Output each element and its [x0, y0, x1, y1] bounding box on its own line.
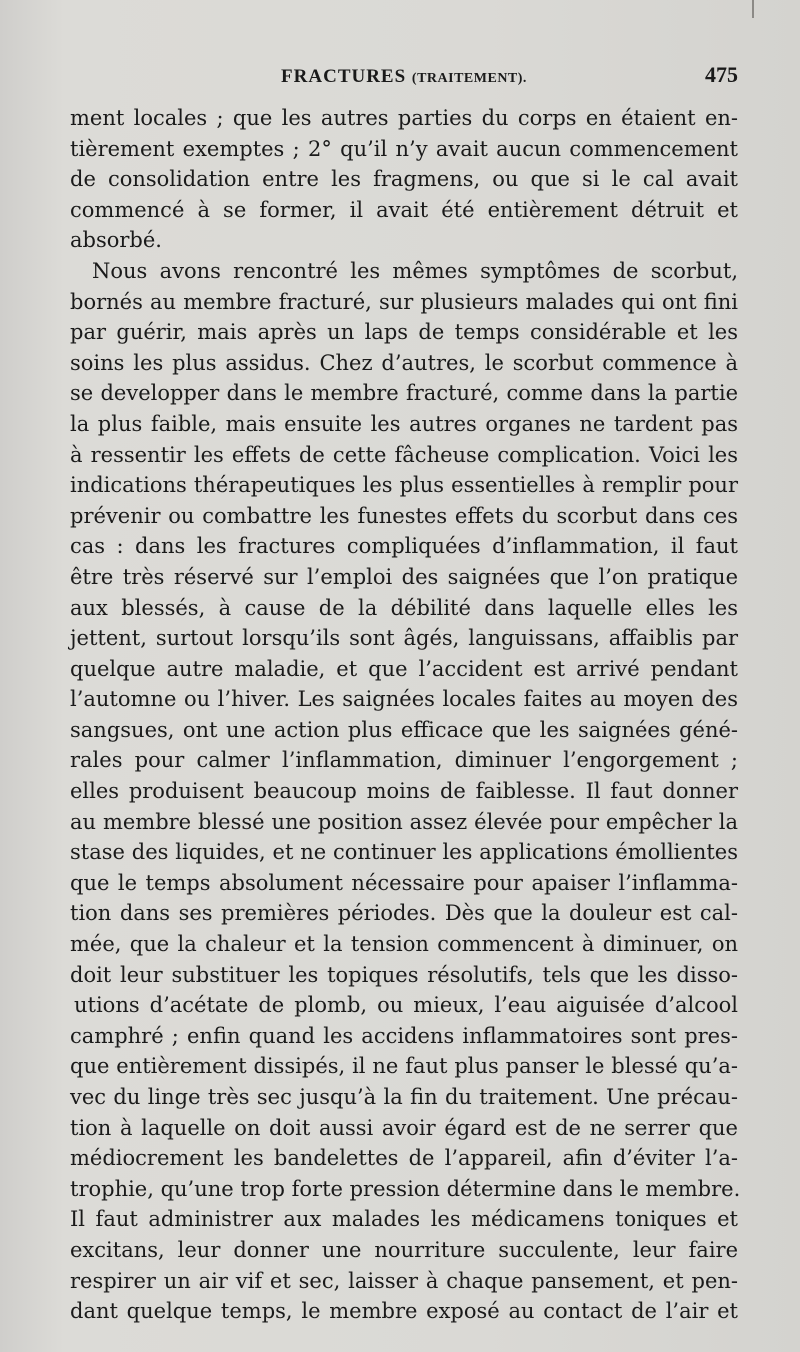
- text-line: tion dans ses premières périodes. Dès que la douleur est cal-: [70, 901, 738, 926]
- text-line: trophie, qu’une trop forte pression détermine dans le membre.: [70, 1176, 741, 1201]
- text-line: tièrement exemptes ; 2° qu’il n’y avait aucun commencement: [70, 136, 738, 161]
- text-line: sangsues, ont une action plus efficace que les saignées géné-: [70, 717, 738, 742]
- text-line: elles produisent beaucoup moins de faiblesse. Il faut donner: [70, 779, 738, 804]
- text-line: ment locales ; que les autres parties du corps en étaient en-: [70, 106, 738, 130]
- text-line: dant quelque temps, le membre exposé au contact de l’air et: [70, 1299, 738, 1324]
- text-line: indications thérapeutiques les plus essentielles à remplir pour: [70, 473, 738, 498]
- text-line: prévenir ou combattre les funestes effets du scorbut dans ces: [70, 503, 738, 528]
- text-line: médiocrement les bandelettes de l’appareil, afin d’éviter l’a-: [70, 1146, 738, 1171]
- text-line: la plus faible, mais ensuite les autres organes ne tardent pas: [70, 411, 738, 436]
- text-line: que entièrement dissipés, il ne faut plus panser le blessé qu’a-: [70, 1054, 738, 1079]
- text-line: vec du linge très sec jusqu’à la fin du traitement. Une précau-: [70, 1085, 738, 1109]
- text-line: respirer un air vif et sec, laisser à chaque pansement, et pen-: [70, 1268, 738, 1293]
- text-line: tion à laquelle on doit aussi avoir égard est de ne serrer que: [70, 1115, 738, 1140]
- running-head-title: FRACTURES: [281, 66, 407, 87]
- text-line: camphré ; enfin quand les accidens inflammatoires sont pres-: [70, 1023, 738, 1048]
- text-line: Nous avons rencontré les mêmes symptômes de scorbut,: [92, 258, 738, 283]
- text-line: bornés au membre fracturé, sur plusieurs malades qui ont fini: [70, 289, 738, 314]
- text-line: rales pour calmer l’inflammation, diminuer l’engorgement ;: [70, 748, 738, 773]
- page-edge-mark: [752, 0, 754, 18]
- text-line: aux blessés, à cause de la débilité dans laquelle elles les: [70, 595, 738, 620]
- text-line: commencé à se former, il avait été entièrement détruit et: [70, 197, 738, 222]
- text-line: par guérir, mais après un laps de temps considérable et les: [70, 320, 738, 345]
- text-line: au membre blessé une position assez élevée pour empêcher la: [70, 809, 738, 834]
- text-line: quelque autre maladie, et que l’accident est arrivé pendant: [70, 656, 738, 681]
- text-line: absorbé.: [70, 228, 162, 253]
- running-head: [70, 66, 738, 88]
- text-line: de consolidation entre les fragmens, ou que si le cal avait: [70, 167, 738, 192]
- text-line: mée, que la chaleur et la tension commencent à diminuer, on: [70, 932, 738, 957]
- text-line: excitans, leur donner une nourriture succulente, leur faire: [70, 1237, 738, 1262]
- text-line: soins les plus assidus. Chez d’autres, le scorbut commence à: [70, 350, 738, 375]
- text-line: que le temps absolument nécessaire pour apaiser l’inflamma-: [70, 870, 738, 895]
- text-line: à ressentir les effets de cette fâcheuse complication. Voici les: [70, 442, 738, 467]
- page-number: 475: [705, 62, 738, 87]
- running-head-subtitle: (TRAITEMENT).: [411, 71, 527, 86]
- text-line: l’automne ou l’hiver. Les saignées locales faites au moyen des: [70, 687, 738, 712]
- text-line: jettent, surtout lorsqu’ils sont âgés, languissans, affaiblis par: [70, 626, 738, 651]
- text-line: doit leur substituer les topiques résolutifs, tels que les disso-: [70, 962, 738, 987]
- text-line: stase des liquides, et ne continuer les applications émollientes: [70, 840, 738, 865]
- text-line: se developper dans le membre fracturé, comme dans la partie: [70, 381, 738, 406]
- body-text: [70, 103, 741, 1327]
- text-line: utions d’acétate de plomb, ou mieux, l’eau aiguisée d’alcool: [74, 993, 738, 1018]
- page-header: [70, 62, 738, 96]
- text-line: être très réservé sur l’emploi des saignées que l’on pratique: [70, 564, 738, 589]
- text-line: cas : dans les fractures compliquées d’inflammation, il faut: [70, 534, 738, 559]
- text-line: Il faut administrer aux malades les médicamens toniques et: [70, 1207, 738, 1232]
